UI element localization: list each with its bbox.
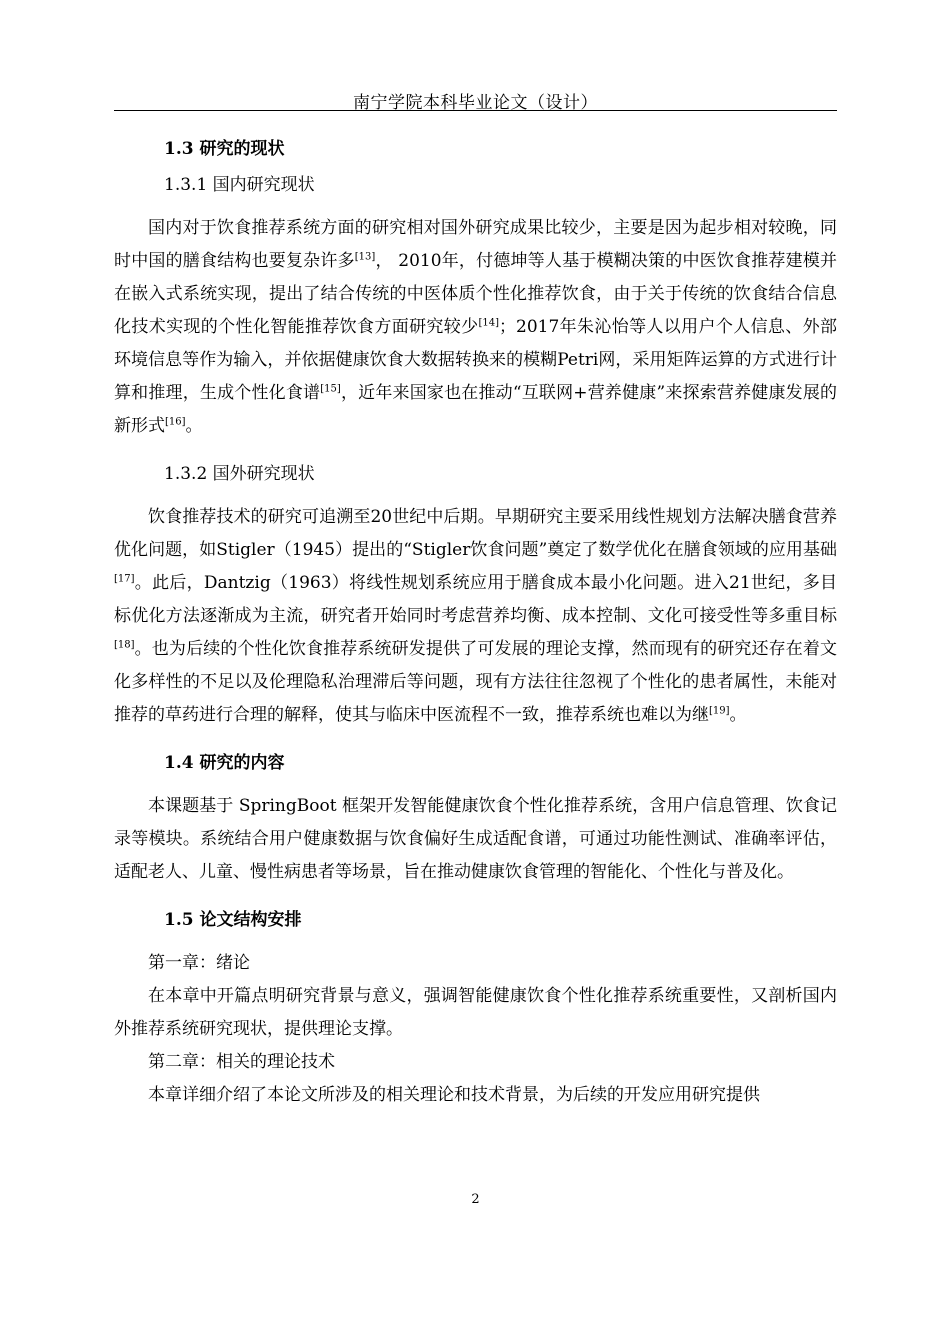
citation-15[interactable]: [15] xyxy=(320,383,341,395)
citation-18[interactable]: [18] xyxy=(114,639,135,651)
chapter-2-title: 第二章：相关的理论技术 xyxy=(148,1052,335,1072)
document-body xyxy=(114,134,837,1112)
citation-14[interactable]: [14] xyxy=(478,317,500,329)
chapter-1-title: 第一章：绪论 xyxy=(148,953,250,973)
citation-19[interactable]: [19] xyxy=(709,705,730,717)
chapter-2-description: 本章详细介绍了本论文所涉及的相关理论和技术背景，为后续的开发应用研究提供 xyxy=(148,1085,760,1105)
section-heading-1-4: 1.4 研究的内容 xyxy=(164,753,285,773)
chapter-1-description: 在本章中开篇点明研究背景与意义，强调智能健康饮食个性化推荐系统重要性，又剖析国内外推荐系统研究现状，提供理论支撑。 xyxy=(114,986,837,1039)
section-heading-1-3-1: 1.3.1 国内研究现状 xyxy=(164,175,315,195)
section-heading-1-3-2: 1.3.2 国外研究现状 xyxy=(164,464,315,484)
paragraph-domestic-research: 国内对于饮食推荐系统方面的研究相对国外研究成果比较少，主要是因为起步相对较晚，同时中国的膳食结构也要复杂许多[13]， 2010年，付德坤等人基于模糊决策的中医饮食推荐建模并在嵌入式系统实现，提出了结合传统的中医体质个性化推荐饮食，由于关于传统的饮食结合信息化技术实现的个性化智能推荐饮食方面研究较少[14]；2017年朱沁怡等人以用户个人信息、外部环境信息等作为输入，并依据健康饮食大数据转换来的模糊Petri网，采用矩阵运算的方式进行计算和推理，生成个性化食谱[15]，近年来国家也在推动“互联网+营养健康”来探索营养健康发展的新形式[16]。 xyxy=(114,218,838,436)
paragraph-foreign-research: 饮食推荐技术的研究可追溯至20世纪中后期。早期研究主要采用线性规划方法解决膳食营养优化问题，如Stigler（1945）提出的“Stigler饮食问题”奠定了数学优化在膳食领域的应用基础[17]。此后，Dantzig（1963）将线性规划系统应用于膳食成本最小化问题。进入21世纪，多目标优化方法逐渐成为主流，研究者开始同时考虑营养均衡、成本控制、文化可接受性等多重目标[18]。也为后续的个性化饮食推荐系统研发提供了可发展的理论支撑，然而现有的研究还存在着文化多样性的不足以及伦理隐私治理滞后等问题，现有方法往往忽视了个性化的患者属性，未能对推荐的草药进行合理的解释，使其与临床中医流程不一致，推荐系统也难以为继[19]。 xyxy=(114,507,837,725)
section-heading-1-5: 1.5 论文结构安排 xyxy=(164,910,302,930)
citation-17[interactable]: [17] xyxy=(114,573,135,585)
section-heading-1-3: 1.3 研究的现状 xyxy=(164,139,285,159)
page-number: 2 xyxy=(471,1192,480,1207)
paragraph-research-content: 本课题基于 SpringBoot 框架开发智能健康饮食个性化推荐系统，含用户信息管理、饮食记录等模块。系统结合用户健康数据与饮食偏好生成适配食谱，可通过功能性测试、准确率评估，适配老人、儿童、慢性病患者等场景，旨在推动健康饮食管理的智能化、个性化与普及化。 xyxy=(114,796,837,882)
citation-13[interactable]: [13] xyxy=(354,251,376,263)
header-rule xyxy=(114,110,837,111)
citation-16[interactable]: [16] xyxy=(165,416,186,428)
running-header: 南宁学院本科毕业论文（设计） xyxy=(353,93,598,113)
